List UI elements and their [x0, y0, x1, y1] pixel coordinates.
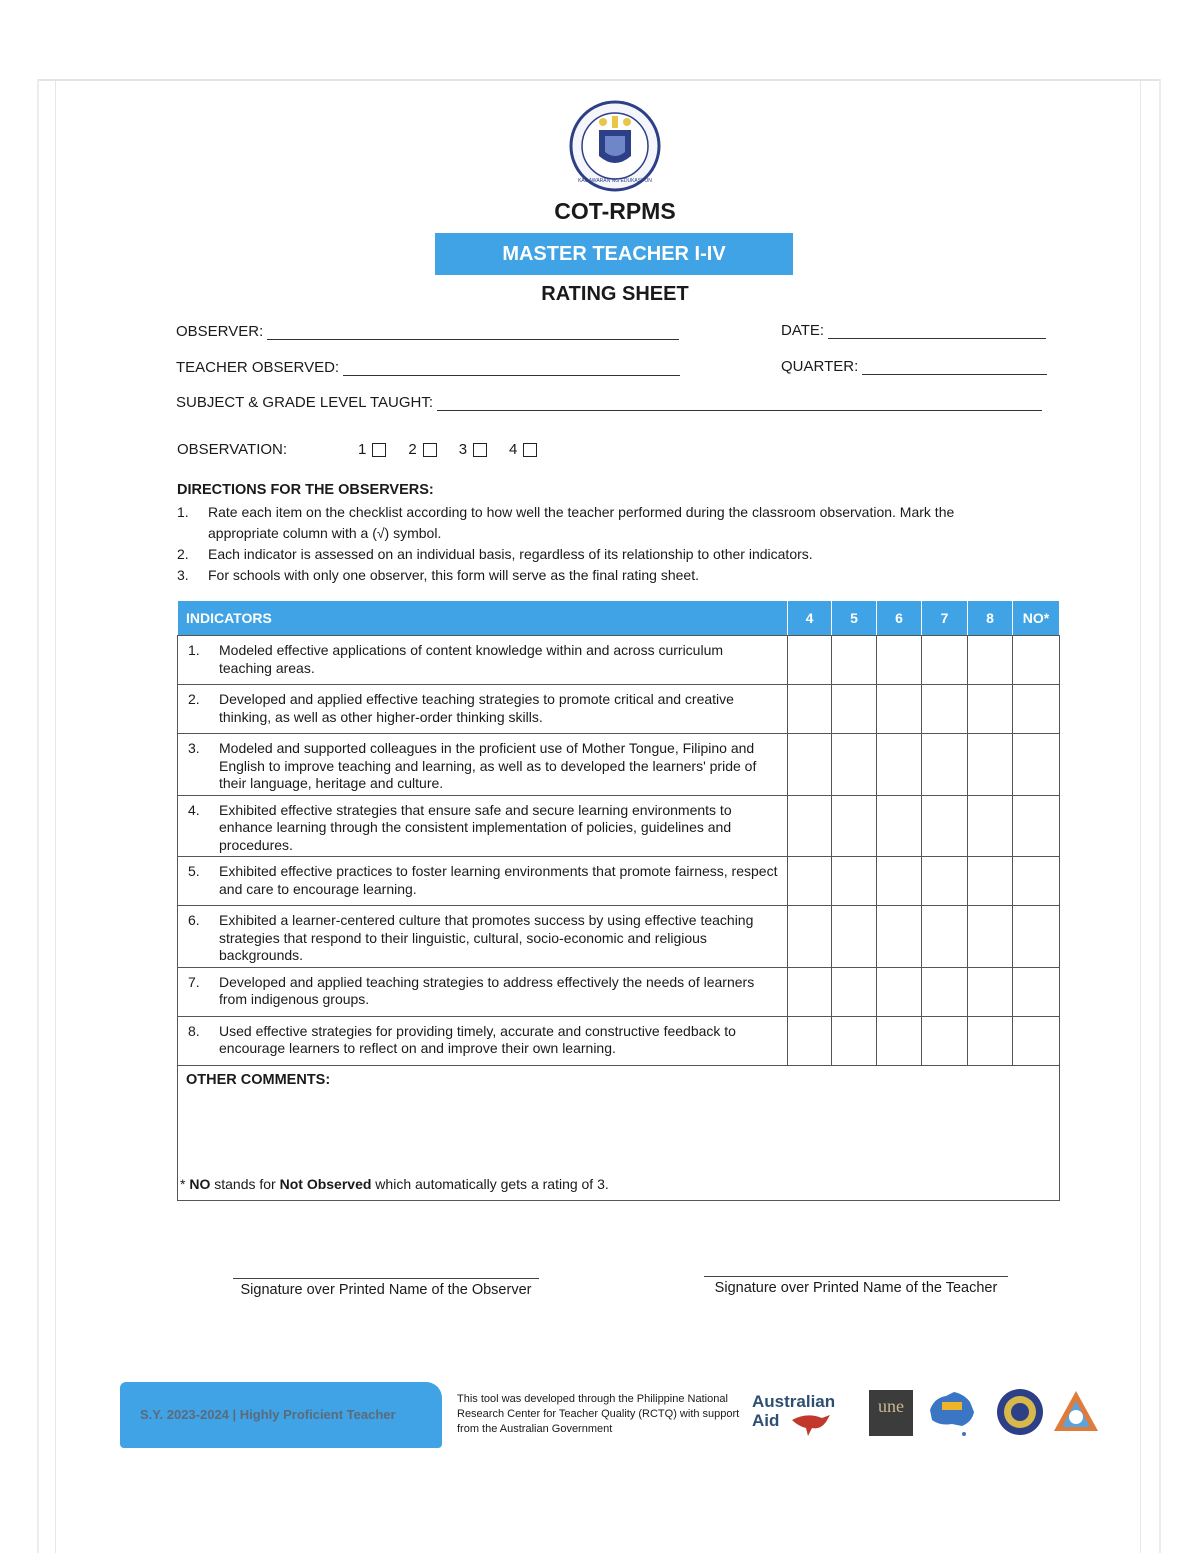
partner-seal-logo-icon: [995, 1387, 1045, 1437]
rating-cell[interactable]: [968, 636, 1013, 685]
rating-cell[interactable]: [1013, 685, 1060, 734]
aus-aid-line2: Aid: [752, 1411, 780, 1430]
rating-cell[interactable]: [922, 906, 968, 968]
table-row: [178, 967, 1060, 1016]
direction-item: 1. Rate each item on the checklist according to how well the teacher performed during the classroom observation. Mark the appropriate column with a (√) symbol.: [177, 504, 955, 541]
rating-cell[interactable]: [832, 967, 877, 1016]
header-indicators: INDICATORS: [178, 601, 788, 636]
rating-cell[interactable]: [832, 857, 877, 906]
footer-school-year-tab: S.Y. 2023-2024 | Highly Proficient Teacher: [120, 1382, 442, 1448]
table-header-row: [178, 601, 1060, 636]
rating-cell[interactable]: [922, 795, 968, 857]
rating-cell[interactable]: [1013, 967, 1060, 1016]
rating-cell[interactable]: [877, 636, 922, 685]
rating-table: [177, 600, 1060, 1201]
date-field[interactable]: [781, 322, 1046, 339]
observation-option-3[interactable]: 3: [459, 441, 487, 458]
australia-map-logo-icon: [924, 1388, 978, 1438]
quarter-line[interactable]: [862, 361, 1047, 375]
rating-cell[interactable]: [1013, 857, 1060, 906]
rating-cell[interactable]: [922, 685, 968, 734]
observer-line[interactable]: [267, 326, 679, 340]
rating-cell[interactable]: [877, 795, 922, 857]
date-label: DATE:: [781, 322, 825, 339]
rating-cell[interactable]: [968, 857, 1013, 906]
rating-cell[interactable]: [922, 967, 968, 1016]
table-row: [178, 734, 1060, 796]
table-row: [178, 636, 1060, 685]
header-rating-7: 7: [922, 601, 968, 636]
rctq-logo-icon: [1050, 1387, 1102, 1437]
header-rating-5: 5: [832, 601, 877, 636]
document-title: COT-RPMS: [554, 198, 676, 224]
footnote: * NO stands for Not Observed which automatically gets a rating of 3.: [180, 1176, 609, 1192]
observer-field[interactable]: [176, 323, 679, 340]
subject-grade-label: SUBJECT & GRADE LEVEL TAUGHT:: [176, 394, 434, 411]
indicator-cell: 1. Modeled effective applications of content knowledge within and across curriculum teaching areas.: [178, 636, 788, 685]
rating-cell[interactable]: [877, 734, 922, 796]
indicator-cell: 6. Exhibited a learner-centered culture that promotes success by using effective teaching strategies that respond to their linguistic, cultural, socio-economic and religious backgrounds.: [178, 906, 788, 968]
checkbox-icon[interactable]: [372, 443, 386, 457]
header-rating-4: 4: [788, 601, 832, 636]
rating-cell[interactable]: [877, 906, 922, 968]
direction-item: 2. Each indicator is assessed on an individual basis, regardless of its relationship to other indicators.: [177, 546, 813, 562]
subject-grade-line[interactable]: [437, 397, 1042, 411]
rating-cell[interactable]: [922, 734, 968, 796]
rating-cell[interactable]: [788, 857, 832, 906]
teacher-observed-line[interactable]: [343, 362, 680, 376]
rating-cell[interactable]: [968, 906, 1013, 968]
seal-lettering: KAGAWARAN NG EDUKASYON: [578, 178, 652, 184]
rating-cell[interactable]: [788, 685, 832, 734]
observer-label: OBSERVER:: [176, 323, 264, 340]
rating-cell[interactable]: [1013, 795, 1060, 857]
header-rating-no: NO*: [1013, 601, 1060, 636]
directions-list: [177, 502, 1027, 586]
rating-cell[interactable]: [788, 967, 832, 1016]
australian-aid-logo: [752, 1390, 852, 1440]
rating-cell[interactable]: [788, 636, 832, 685]
indicator-cell: 5. Exhibited effective practices to foster learning environments that promote fairness, respect and care to encourage learning.: [178, 857, 788, 906]
rating-cell[interactable]: [922, 857, 968, 906]
rating-cell[interactable]: [1013, 636, 1060, 685]
indicator-cell: 4. Exhibited effective strategies that ensure safe and secure learning environments to enhance learning through the consistent implementation of policies, guidelines and procedures.: [178, 795, 788, 857]
rating-cell[interactable]: [832, 795, 877, 857]
checkbox-icon[interactable]: [523, 443, 537, 457]
observation-option-4[interactable]: 4: [509, 441, 537, 458]
header-rating-6: 6: [877, 601, 922, 636]
observer-signature[interactable]: Signature over Printed Name of the Observer: [233, 1278, 539, 1298]
rating-cell[interactable]: [922, 1016, 968, 1065]
checkbox-icon[interactable]: [473, 443, 487, 457]
rating-cell[interactable]: [877, 967, 922, 1016]
table-row: [178, 857, 1060, 906]
indicator-cell: 3. Modeled and supported colleagues in the proficient use of Mother Tongue, Filipino and English to improve teaching and learning, as well as to developed the learners' pride of their language, heritage and culture.: [178, 734, 788, 796]
teacher-signature[interactable]: Signature over Printed Name of the Teacher: [704, 1276, 1008, 1296]
page-frame-top: [37, 79, 1161, 81]
subject-grade-field[interactable]: [176, 394, 1042, 411]
rating-cell[interactable]: [968, 685, 1013, 734]
table-row: [178, 906, 1060, 968]
rating-cell[interactable]: [832, 734, 877, 796]
direction-item: 3. For schools with only one observer, this form will serve as the final rating sheet.: [177, 567, 699, 583]
teacher-observed-field[interactable]: [176, 359, 680, 376]
footer-note: This tool was developed through the Philippine National Research Center for Teacher Quality (RCTQ) with support from the Australian Government: [457, 1393, 740, 1435]
observation-label: OBSERVATION:: [177, 441, 288, 458]
directions-heading: DIRECTIONS FOR THE OBSERVERS:: [177, 482, 434, 498]
rating-cell[interactable]: [877, 857, 922, 906]
header-rating-8: 8: [968, 601, 1013, 636]
document-subtitle: RATING SHEET: [541, 283, 689, 305]
table-row: [178, 1016, 1060, 1065]
rating-cell[interactable]: [788, 795, 832, 857]
indicator-cell: 7. Developed and applied teaching strategies to address effectively the needs of learners from indigenous groups.: [178, 967, 788, 1016]
rating-cell[interactable]: [1013, 734, 1060, 796]
rating-cell[interactable]: [968, 734, 1013, 796]
observation-row: [177, 441, 559, 458]
indicator-cell: 8. Used effective strategies for providing timely, accurate and constructive feedback to encourage learners to reflect on and improve their own learning.: [178, 1016, 788, 1065]
rating-cell[interactable]: [832, 636, 877, 685]
rating-cell[interactable]: [788, 906, 832, 968]
checkbox-icon[interactable]: [423, 443, 437, 457]
table-row: [178, 795, 1060, 857]
rating-cell[interactable]: [922, 636, 968, 685]
teacher-observed-label: TEACHER OBSERVED:: [176, 359, 340, 376]
rating-cell[interactable]: [788, 734, 832, 796]
position-banner: MASTER TEACHER I-IV: [435, 233, 793, 275]
rating-cell[interactable]: [832, 1016, 877, 1065]
rating-cell[interactable]: [1013, 906, 1060, 968]
rating-cell[interactable]: [968, 795, 1013, 857]
rating-cell[interactable]: [832, 906, 877, 968]
rating-cell[interactable]: [877, 685, 922, 734]
rating-cell[interactable]: [877, 1016, 922, 1065]
une-logo: une: [869, 1390, 913, 1436]
rating-cell[interactable]: [788, 1016, 832, 1065]
indicator-cell: 2. Developed and applied effective teaching strategies to promote critical and creative thinking, as well as other higher-order thinking skills.: [178, 685, 788, 734]
quarter-label: QUARTER:: [781, 358, 859, 375]
rating-cell[interactable]: [968, 967, 1013, 1016]
aus-aid-line1: Australian: [752, 1392, 836, 1411]
deped-seal-icon: [565, 100, 665, 192]
table-row: [178, 685, 1060, 734]
other-comments-label: OTHER COMMENTS:: [186, 1071, 331, 1088]
quarter-field[interactable]: [781, 358, 1047, 375]
date-line[interactable]: [828, 325, 1046, 339]
observation-option-1[interactable]: 1: [358, 441, 386, 458]
rating-cell[interactable]: [968, 1016, 1013, 1065]
rating-cell[interactable]: [832, 685, 877, 734]
rating-cell[interactable]: [1013, 1016, 1060, 1065]
observation-option-2[interactable]: 2: [408, 441, 436, 458]
